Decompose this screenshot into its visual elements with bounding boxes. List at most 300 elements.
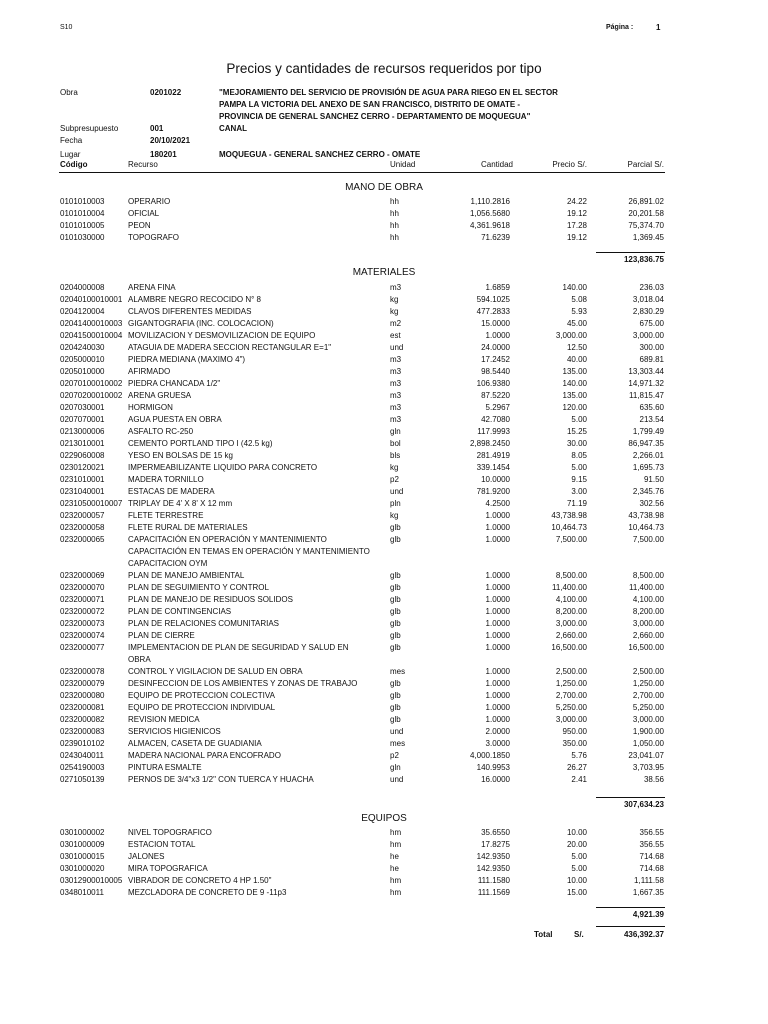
resource-partial: 11,815.47 <box>629 391 664 400</box>
resource-unit: mes <box>390 739 406 748</box>
resource-partial: 13,303.44 <box>628 367 664 376</box>
table-row <box>0 751 768 763</box>
resource-quantity: 1.0000 <box>485 703 510 712</box>
resource-partial: 635.60 <box>639 403 664 412</box>
resource-quantity: 42.7080 <box>481 415 510 424</box>
resource-quantity: 1.0000 <box>485 667 510 676</box>
resource-quantity: 1.0000 <box>485 607 510 616</box>
resource-quantity: 111.1580 <box>477 876 510 885</box>
resource-name: ASFALTO RC-250 <box>128 427 194 436</box>
resource-unit: glb <box>390 703 401 712</box>
resource-unit: glb <box>390 631 401 640</box>
resource-price: 2.41 <box>571 775 587 784</box>
resource-quantity: 4,361.9618 <box>469 221 510 230</box>
resource-name: AFIRMADO <box>128 367 171 376</box>
resource-unit: gln <box>390 763 401 772</box>
resource-price: 140.00 <box>562 283 587 292</box>
resource-name: ESTACION TOTAL <box>128 840 196 849</box>
resource-partial: 1,695.73 <box>632 463 664 472</box>
resource-quantity: 142.9350 <box>476 852 510 861</box>
resource-quantity: 140.9953 <box>476 763 510 772</box>
table-row <box>0 499 768 511</box>
header-rule <box>59 172 665 173</box>
resource-quantity: 1.0000 <box>485 631 510 640</box>
resource-partial: 1,667.35 <box>632 888 664 897</box>
resource-price: 140.00 <box>562 379 587 388</box>
table-row <box>0 763 768 775</box>
resource-partial: 4,100.00 <box>632 595 664 604</box>
resource-quantity: 1.0000 <box>485 715 510 724</box>
resource-price: 4,100.00 <box>555 595 587 604</box>
resource-unit: und <box>390 727 404 736</box>
table-row <box>0 523 768 535</box>
resource-name: VIBRADOR DE CONCRETO 4 HP 1.50" <box>128 876 272 885</box>
resource-partial: 300.00 <box>639 343 664 352</box>
resource-partial: 689.81 <box>639 355 664 364</box>
resource-price: 10,464.73 <box>551 523 587 532</box>
lugar-code: 180201 <box>150 150 177 159</box>
resource-price: 5.00 <box>571 463 587 472</box>
resource-partial: 91.50 <box>643 475 664 484</box>
page-label: Página : <box>606 24 634 31</box>
resource-quantity: 281.4919 <box>476 451 510 460</box>
resource-quantity: 1.0000 <box>485 523 510 532</box>
section-title: EQUIPOS <box>361 813 407 824</box>
table-row <box>0 295 768 307</box>
resource-partial: 75,374.70 <box>628 221 664 230</box>
table-row <box>0 511 768 523</box>
resource-quantity: 1.0000 <box>485 595 510 604</box>
table-row <box>0 209 768 221</box>
resource-name: NIVEL TOPOGRAFICO <box>128 828 212 837</box>
resource-name: FLETE RURAL DE MATERIALES <box>128 523 248 532</box>
resource-code: 0213000006 <box>60 427 105 436</box>
resource-unit: glb <box>390 691 401 700</box>
resource-unit: glb <box>390 523 401 532</box>
resource-partial: 2,700.00 <box>632 691 664 700</box>
resource-quantity: 1.0000 <box>485 571 510 580</box>
resource-name: PIEDRA MEDIANA (MAXIMO 4") <box>128 355 246 364</box>
table-row <box>0 221 768 233</box>
resource-code: 0301000002 <box>60 828 105 837</box>
obra-desc-line1: "MEJORAMIENTO DEL SERVICIO DE PROVISIÓN DE AGUA PARA RIEGO EN EL SECTOR <box>219 88 558 97</box>
resource-name: MADERA TORNILLO <box>128 475 204 484</box>
resource-name: PIEDRA CHANCADA 1/2" <box>128 379 221 388</box>
resource-unit: und <box>390 487 404 496</box>
resource-code: 0101010004 <box>60 209 105 218</box>
subtotal-rule <box>596 252 665 253</box>
resource-name: AGUA PUESTA EN OBRA <box>128 415 222 424</box>
resource-partial: 43,738.98 <box>628 511 664 520</box>
fecha-value: 20/10/2021 <box>150 136 191 145</box>
resource-price: 9.15 <box>571 475 587 484</box>
table-row <box>0 463 768 475</box>
resource-code: 0301000020 <box>60 864 105 873</box>
table-row <box>0 355 768 367</box>
resource-price: 19.12 <box>566 233 587 242</box>
resource-price: 20.00 <box>566 840 587 849</box>
resource-code: 0230120021 <box>60 463 105 472</box>
resource-code: 0232000074 <box>60 631 105 640</box>
resource-unit: bls <box>390 451 401 460</box>
resource-partial: 675.00 <box>639 319 664 328</box>
resource-partial: 2,500.00 <box>632 667 664 676</box>
resource-partial: 3,703.95 <box>632 763 664 772</box>
resource-name-continued: CAPACITACION OYM <box>128 559 208 568</box>
resource-code: 0271050139 <box>60 775 105 784</box>
resource-name: IMPERMEABILIZANTE LIQUIDO PARA CONCRETO <box>128 463 318 472</box>
resource-code: 0232000077 <box>60 643 105 652</box>
resource-quantity: 339.1454 <box>476 463 510 472</box>
resource-name: PLAN DE CIERRE <box>128 631 195 640</box>
resource-quantity: 5.2967 <box>485 403 510 412</box>
resource-price: 5.93 <box>571 307 587 316</box>
resource-code: 0232000058 <box>60 523 105 532</box>
table-row <box>0 451 768 463</box>
resource-code: 0254190003 <box>60 763 105 772</box>
resource-name: ESTACAS DE MADERA <box>128 487 215 496</box>
table-row <box>0 197 768 209</box>
resource-code: 0243040011 <box>60 751 104 760</box>
obra-label: Obra <box>60 88 78 97</box>
resource-name: CEMENTO PORTLAND TIPO I (42.5 kg) <box>128 439 273 448</box>
section-subtotal: 123,836.75 <box>623 255 664 264</box>
resource-partial: 8,200.00 <box>632 607 664 616</box>
resource-quantity: 10.0000 <box>481 475 510 484</box>
resource-price: 43,738.98 <box>551 511 587 520</box>
resource-price: 2,500.00 <box>555 667 587 676</box>
table-row <box>0 233 768 245</box>
table-row <box>0 643 768 655</box>
total-currency: S/. <box>574 930 584 939</box>
resource-code: 0101030000 <box>60 233 105 242</box>
resource-partial: 38.56 <box>643 775 664 784</box>
resource-unit: m3 <box>390 391 402 400</box>
resource-quantity: 1.0000 <box>485 619 510 628</box>
col-cantidad: Cantidad <box>480 160 513 169</box>
table-row <box>0 739 768 751</box>
resource-price: 7,500.00 <box>555 535 587 544</box>
resource-quantity: 1.0000 <box>485 511 510 520</box>
resource-code: 0348010011 <box>60 888 104 897</box>
resource-code: 0232000071 <box>60 595 105 604</box>
resource-quantity: 142.9350 <box>476 864 510 873</box>
resource-quantity: 2.0000 <box>485 727 510 736</box>
subtotal-rule <box>596 907 665 908</box>
resource-price: 3,000.00 <box>555 619 587 628</box>
resource-unit: he <box>390 852 399 861</box>
resource-partial: 1,050.00 <box>632 739 664 748</box>
resource-name: PLAN DE RELACIONES COMUNITARIAS <box>128 619 279 628</box>
total-value: 436,392.37 <box>623 930 664 939</box>
resource-price: 15.25 <box>566 427 587 436</box>
resource-code: 0232000080 <box>60 691 105 700</box>
resource-name: TRIPLAY DE 4' X 8' X 12 mm <box>128 499 233 508</box>
resource-partial: 86,947.35 <box>628 439 664 448</box>
resource-code: 0204240030 <box>60 343 105 352</box>
resource-price: 2,660.00 <box>555 631 587 640</box>
report-code: S10 <box>60 24 73 31</box>
col-recurso: Recurso <box>128 160 158 169</box>
table-row <box>0 343 768 355</box>
resource-code: 0232000082 <box>60 715 105 724</box>
resource-partial: 3,018.04 <box>632 295 664 304</box>
resource-name: PLAN DE MANEJO DE RESIDUOS SOLIDOS <box>128 595 293 604</box>
resource-name: MOVILIZACION Y DESMOVILIZACION DE EQUIPO <box>128 331 316 340</box>
resource-unit: glb <box>390 595 401 604</box>
resource-unit: glb <box>390 607 401 616</box>
resource-partial: 1,900.00 <box>632 727 664 736</box>
resource-partial: 7,500.00 <box>632 535 664 544</box>
obra-desc-line2: PAMPA LA VICTORIA DEL ANEXO DE SAN FRANCISCO, DISTRITO DE OMATE - <box>219 100 521 109</box>
table-row <box>0 331 768 343</box>
resource-name: OFICIAL <box>128 209 160 218</box>
resource-name: ATAGUIA DE MADERA SECCION RECTANGULAR E=1" <box>128 343 332 352</box>
resource-name: PERNOS DE 3/4"x3 1/2" CON TUERCA Y HUACHA <box>128 775 314 784</box>
page-title: Precios y cantidades de recursos requeridos por tipo <box>226 61 542 76</box>
resource-price: 3,000.00 <box>555 715 587 724</box>
resource-unit: m3 <box>390 355 402 364</box>
resource-quantity: 16.0000 <box>481 775 510 784</box>
resource-price: 5,250.00 <box>555 703 587 712</box>
table-row <box>0 775 768 787</box>
subpresupuesto-name: CANAL <box>219 124 247 133</box>
resource-unit: hm <box>390 840 402 849</box>
resource-code: 0232000069 <box>60 571 105 580</box>
section-title: MATERIALES <box>352 267 416 278</box>
resource-code: 02070200010002 <box>60 391 123 400</box>
resource-quantity: 1,110.2816 <box>470 197 510 206</box>
total-label: Total <box>534 930 553 939</box>
resource-code: 0232000079 <box>60 679 105 688</box>
table-row <box>0 535 768 547</box>
section-title: MANO DE OBRA <box>345 182 423 193</box>
resource-code: 0207030001 <box>60 403 105 412</box>
lugar-label: Lugar <box>60 150 81 159</box>
table-row <box>0 631 768 643</box>
resource-partial: 11,400.00 <box>629 583 664 592</box>
resource-code: 02070100010002 <box>60 379 123 388</box>
resource-name: YESO EN BOLSAS DE 15 kg <box>128 451 233 460</box>
resource-name: CAPACITACIÓN EN OPERACIÓN Y MANTENIMIENTO <box>128 535 327 544</box>
resource-unit: m3 <box>390 415 402 424</box>
subtotal-rule <box>596 797 665 798</box>
table-row-continuation <box>0 559 768 571</box>
resource-price: 1,250.00 <box>555 679 587 688</box>
section-subtotal: 4,921.39 <box>632 910 664 919</box>
resource-partial: 1,111.58 <box>634 876 664 885</box>
subpresupuesto-code: 001 <box>150 124 164 133</box>
col-precio: Precio S/. <box>552 160 587 169</box>
resource-partial: 356.55 <box>639 828 664 837</box>
resource-unit: glb <box>390 583 401 592</box>
table-row <box>0 840 768 852</box>
table-row <box>0 403 768 415</box>
resource-unit: mes <box>390 667 406 676</box>
resource-unit: m3 <box>390 367 402 376</box>
resource-code: 02310500010007 <box>60 499 123 508</box>
resource-name: ALAMBRE NEGRO RECOCIDO N° 8 <box>128 295 261 304</box>
resource-partial: 213.54 <box>639 415 664 424</box>
resource-code: 0232000083 <box>60 727 105 736</box>
resource-price: 15.00 <box>566 888 587 897</box>
resource-name: PLAN DE SEGUIMIENTO Y CONTROL <box>128 583 269 592</box>
resource-name: TOPOGRAFO <box>128 233 179 242</box>
resource-partial: 23,041.07 <box>628 751 664 760</box>
resource-code: 0207070001 <box>60 415 105 424</box>
resource-partial: 8,500.00 <box>632 571 664 580</box>
resource-name: PLAN DE MANEJO AMBIENTAL <box>128 571 245 580</box>
resource-partial: 2,660.00 <box>632 631 664 640</box>
resource-partial: 20,201.58 <box>628 209 664 218</box>
resource-unit: und <box>390 775 404 784</box>
page-number: 1 <box>656 23 661 32</box>
resource-name: MEZCLADORA DE CONCRETO DE 9 -11p3 <box>128 888 287 897</box>
resource-partial: 14,971.32 <box>628 379 664 388</box>
resource-partial: 356.55 <box>639 840 664 849</box>
resource-quantity: 1.0000 <box>485 643 510 652</box>
resource-price: 135.00 <box>562 391 587 400</box>
resource-partial: 3,000.00 <box>632 331 664 340</box>
resource-unit: hh <box>390 233 399 242</box>
resource-price: 12.50 <box>566 343 587 352</box>
table-row <box>0 595 768 607</box>
resource-code: 0232000070 <box>60 583 105 592</box>
resource-code: 0213010001 <box>60 439 105 448</box>
table-row <box>0 487 768 499</box>
resource-quantity: 71.6239 <box>481 233 510 242</box>
resource-quantity: 24.0000 <box>481 343 510 352</box>
table-row <box>0 307 768 319</box>
resource-name: MIRA TOPOGRAFICA <box>128 864 208 873</box>
resource-code: 0232000073 <box>60 619 105 628</box>
resource-partial: 3,000.00 <box>632 715 664 724</box>
resource-unit: hm <box>390 876 402 885</box>
resource-price: 3,000.00 <box>555 331 587 340</box>
resource-quantity: 15.0000 <box>481 319 510 328</box>
resource-code: 0204000008 <box>60 283 105 292</box>
total-rule <box>596 926 665 927</box>
table-row <box>0 828 768 840</box>
resource-code: 02040100010001 <box>60 295 123 304</box>
resource-price: 350.00 <box>562 739 587 748</box>
table-row <box>0 715 768 727</box>
resource-quantity: 4,000.1850 <box>469 751 510 760</box>
table-row <box>0 379 768 391</box>
resource-partial: 714.68 <box>639 852 664 861</box>
resource-price: 30.00 <box>566 439 587 448</box>
resource-price: 2,700.00 <box>555 691 587 700</box>
resource-unit: glb <box>390 643 401 652</box>
col-codigo: Código <box>60 160 88 169</box>
table-row <box>0 864 768 876</box>
resource-quantity: 35.6550 <box>481 828 510 837</box>
resource-price: 26.27 <box>566 763 587 772</box>
resource-partial: 714.68 <box>639 864 664 873</box>
resource-price: 135.00 <box>562 367 587 376</box>
resource-unit: pln <box>390 499 401 508</box>
resource-quantity: 1.0000 <box>485 691 510 700</box>
resource-price: 8,200.00 <box>555 607 587 616</box>
resource-name: CLAVOS DIFERENTES MEDIDAS <box>128 307 252 316</box>
fecha-label: Fecha <box>60 136 83 145</box>
resource-quantity: 2,898.2450 <box>469 439 510 448</box>
resource-quantity: 477.2833 <box>476 307 510 316</box>
resource-code: 0232000078 <box>60 667 105 676</box>
resource-partial: 236.03 <box>639 283 664 292</box>
resource-code: 0301000009 <box>60 840 105 849</box>
resource-name: FLETE TERRESTRE <box>128 511 204 520</box>
resource-code: 0231040001 <box>60 487 105 496</box>
resource-unit: glb <box>390 619 401 628</box>
resource-unit: hh <box>390 209 399 218</box>
lugar-name: MOQUEGUA - GENERAL SANCHEZ CERRO - OMATE <box>219 150 421 159</box>
resource-quantity: 3.0000 <box>485 739 510 748</box>
resource-code: 0205010000 <box>60 367 105 376</box>
resource-price: 16,500.00 <box>551 643 587 652</box>
resource-name: GIGANTOGRAFIA (INC. COLOCACION) <box>128 319 274 328</box>
table-row <box>0 475 768 487</box>
resource-quantity: 781.9200 <box>476 487 510 496</box>
table-row <box>0 691 768 703</box>
resource-unit: m3 <box>390 379 402 388</box>
resource-quantity: 17.2452 <box>481 355 510 364</box>
resource-quantity: 1.6859 <box>485 283 510 292</box>
section-subtotal: 307,634.23 <box>623 800 664 809</box>
resource-unit: gln <box>390 427 401 436</box>
resource-code: 0232000081 <box>60 703 105 712</box>
resource-price: 71.19 <box>566 499 587 508</box>
table-row <box>0 583 768 595</box>
resource-price: 11,400.00 <box>552 583 587 592</box>
resource-unit: m3 <box>390 403 402 412</box>
resource-unit: bol <box>390 439 401 448</box>
resource-partial: 1,799.49 <box>632 427 664 436</box>
resource-price: 45.00 <box>566 319 587 328</box>
resource-partial: 1,250.00 <box>632 679 664 688</box>
resource-code: 0101010003 <box>60 197 105 206</box>
table-row <box>0 852 768 864</box>
resource-price: 120.00 <box>562 403 587 412</box>
table-row <box>0 667 768 679</box>
resource-unit: m3 <box>390 283 402 292</box>
table-row-continuation <box>0 547 768 559</box>
resource-name: MADERA NACIONAL PARA ENCOFRADO <box>128 751 281 760</box>
resource-partial: 2,266.01 <box>632 451 664 460</box>
resource-name-continued: OBRA <box>128 655 151 664</box>
resource-unit: est <box>390 331 401 340</box>
resource-code: 0232000065 <box>60 535 105 544</box>
resource-name: ARENA GRUESA <box>128 391 192 400</box>
resource-price: 10.00 <box>566 876 587 885</box>
resource-name: HORMIGON <box>128 403 173 412</box>
resource-name: ARENA FINA <box>128 283 176 292</box>
col-unidad: Unidad <box>390 160 416 169</box>
resource-unit: kg <box>390 295 399 304</box>
resource-code: 0229060008 <box>60 451 105 460</box>
resource-name: JALONES <box>128 852 165 861</box>
resource-quantity: 117.9993 <box>477 427 510 436</box>
resource-price: 5.76 <box>571 751 587 760</box>
resource-name: IMPLEMENTACION DE PLAN DE SEGURIDAD Y SALUD EN <box>128 643 349 652</box>
resource-price: 19.12 <box>566 209 587 218</box>
resource-name: REVISION MEDICA <box>128 715 200 724</box>
resource-name-continued: CAPACITACIÓN EN TEMAS EN OPERACIÓN Y MANTENIMIENTO <box>128 547 370 556</box>
obra-code: 0201022 <box>150 88 182 97</box>
resource-unit: kg <box>390 511 399 520</box>
resource-name: PINTURA ESMALTE <box>128 763 202 772</box>
resource-unit: kg <box>390 463 399 472</box>
